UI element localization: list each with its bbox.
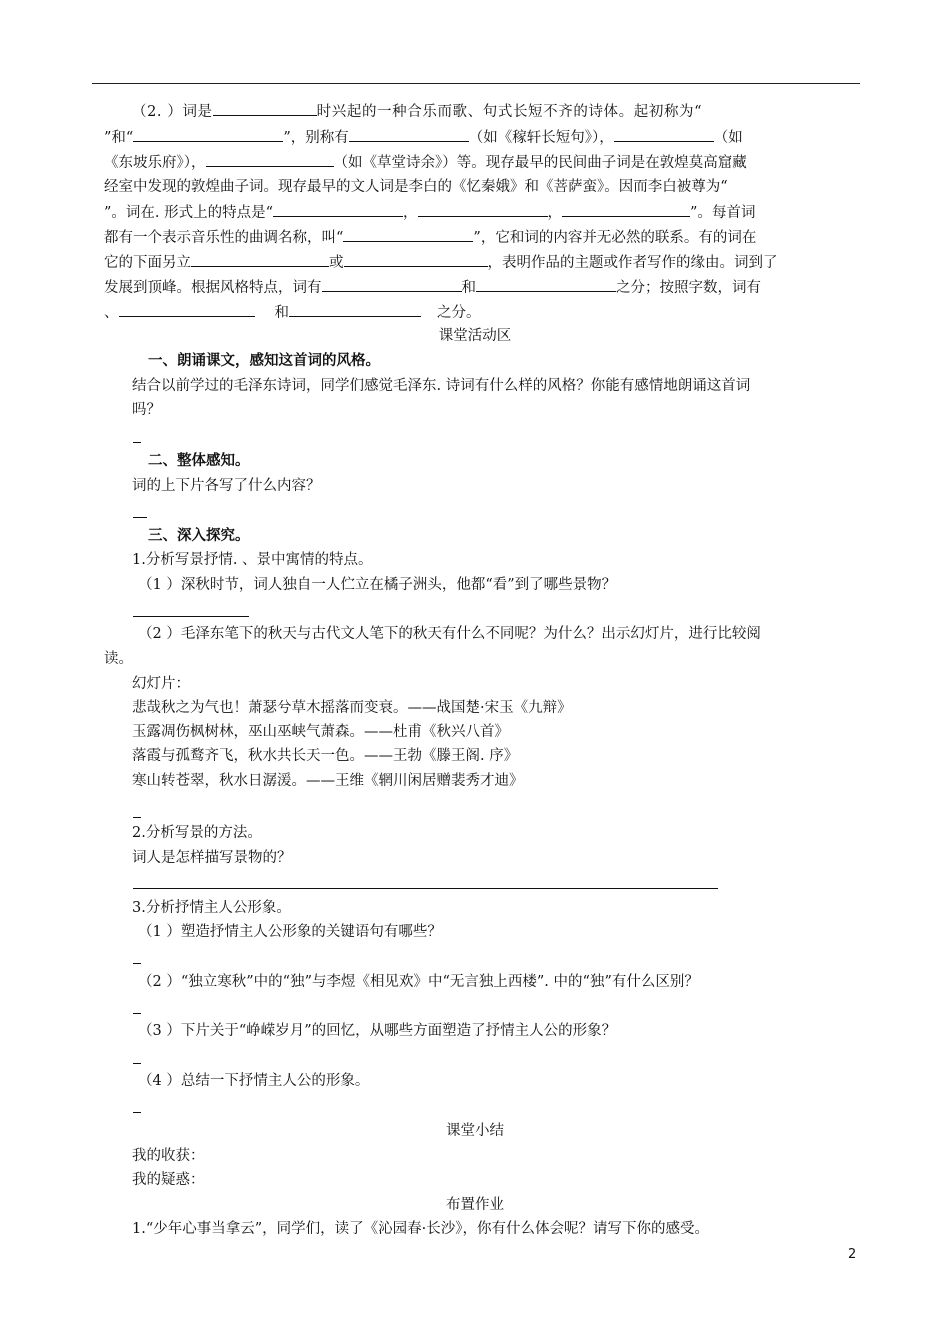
intro-line-3: 《东坡乐府》）， （如《草堂诗余》）等。现存最早的民间曲子词是在敦煌莫高窟藏 [104,152,747,173]
answer-line[interactable] [133,616,249,617]
section-heading-homework: 布置作业 [446,1197,504,1213]
slide-label: 幻灯片： [132,676,190,692]
intro-line-4: 经室中发现的敦煌曲子词。现存最早的文人词是李白的《忆秦娥》和《菩萨蛮》。因而李白被尊为“ [104,179,728,195]
section-3-item-3-2: （2 ）“独立寒秋”中的“独”与李煜《相见欢》中“无言独上西楼”. 中的“独”有什么区别？ [138,974,699,990]
answer-line[interactable] [133,963,141,964]
answer-line[interactable] [133,817,141,818]
poem-quote-4: 寒山转苍翠，秋水日潺湲。——王维《辋川闲居赠裴秀才迪》 [132,773,524,789]
section-heading-summary: 课堂小结 [446,1123,504,1139]
page-number: 2 [848,1247,857,1262]
section-3-item-3-3: （3 ）下片关于“峥嵘岁月”的回忆，从哪些方面塑造了抒情主人公的形象？ [138,1023,617,1039]
poem-quote-1: 悲哉秋之为气也！萧瑟兮草木摇落而变衰。——战国楚·宋玉《九辩》 [132,700,572,716]
blank-field[interactable] [614,127,714,142]
blank-field[interactable] [133,127,283,142]
homework-item-1: 1.“少年心事当拿云”，同学们，读了《沁园春·长沙》，你有什么体会呢？请写下你的感受。 [132,1221,710,1237]
blank-field[interactable] [418,202,548,217]
blank-field[interactable] [289,302,421,317]
intro-line-2: ”和“ ”，别称有 （如《稼轩长短句》）， （如 [104,127,743,148]
header-rule [92,83,860,84]
section-3-item-3: 3.分析抒情主人公形象。 [132,900,291,916]
section-1-question-cont: 吗？ [132,402,161,418]
intro-line-7: 它的下面另立 或 ，表明作品的主题或作者写作的缘由。词到了 [104,252,778,273]
intro-line-1: （2. ）词是 时兴起的一种合乐而歌、句式长短不齐的诗体。起初称为“ [132,101,702,122]
section-3-item-1: 1.分析写景抒情. 、景中寓情的特点。 [132,552,373,568]
section-1-question: 结合以前学过的毛泽东诗词，同学们感觉毛泽东. 诗词有什么样的风格？你能有感情地朗诵这首词 [132,378,751,394]
section-3-item-1-1: （1 ）深秋时节，词人独自一人伫立在橘子洲头，他都“看”到了哪些景物？ [138,577,617,593]
blank-field[interactable] [119,302,255,317]
section-3-title: 三、深入探究。 [148,527,250,544]
blank-field[interactable] [343,227,473,242]
answer-line[interactable] [133,1063,141,1064]
poem-quote-3: 落霞与孤鹜齐飞，秋水共长天一色。——王勃《滕王阁. 序》 [132,748,519,764]
answer-line[interactable] [133,888,718,889]
blank-field[interactable] [322,277,462,292]
answer-line[interactable] [133,442,141,443]
my-gain-label: 我的收获： [132,1148,205,1164]
blank-field[interactable] [206,152,334,167]
section-3-item-3-1: （1 ）塑造抒情主人公形象的关键语句有哪些？ [138,924,442,940]
section-3-item-1-2-cont: 读。 [104,651,133,667]
intro-line-9: 、 和 之分。 [104,302,481,323]
blank-field[interactable] [273,202,403,217]
blank-field[interactable] [191,252,329,267]
section-3-item-2-question: 词人是怎样描写景物的？ [132,850,292,866]
answer-line[interactable] [133,1013,141,1014]
answer-line[interactable] [133,1112,141,1113]
answer-line[interactable] [133,517,147,518]
section-3-item-2: 2.分析写景的方法。 [132,825,262,841]
poem-quote-2: 玉露凋伤枫树林，巫山巫峡气萧森。——杜甫《秋兴八首》 [132,724,509,740]
section-heading-classroom: 课堂活动区 [438,328,512,344]
intro-line-5: ”。词在. 形式上的特点是“ ， ， ”。每首词 [104,202,755,223]
blank-field[interactable] [213,101,317,116]
intro-line-8: 发展到顶峰。根据风格特点，词有 和 之分；按照字数，词有 [104,277,761,298]
section-2-title: 二、整体感知。 [148,452,250,469]
intro-line-6: 都有一个表示音乐性的曲调名称，叫“ ”，它和词的内容并无必然的联系。有的词在 [104,227,756,248]
section-2-question: 词的上下片各写了什么内容？ [132,478,321,494]
section-1-title: 一、朗诵课文，感知这首词的风格。 [148,352,380,369]
my-doubt-label: 我的疑惑： [132,1172,205,1188]
blank-field[interactable] [476,277,616,292]
section-3-item-1-2: （2 ）毛泽东笔下的秋天与古代文人笔下的秋天有什么不同呢？为什么？出示幻灯片，进行比较阅 [138,626,761,642]
blank-field[interactable] [349,127,469,142]
blank-field[interactable] [562,202,690,217]
section-3-item-3-4: （4 ）总结一下抒情主人公的形象。 [138,1073,370,1089]
blank-field[interactable] [344,252,488,267]
